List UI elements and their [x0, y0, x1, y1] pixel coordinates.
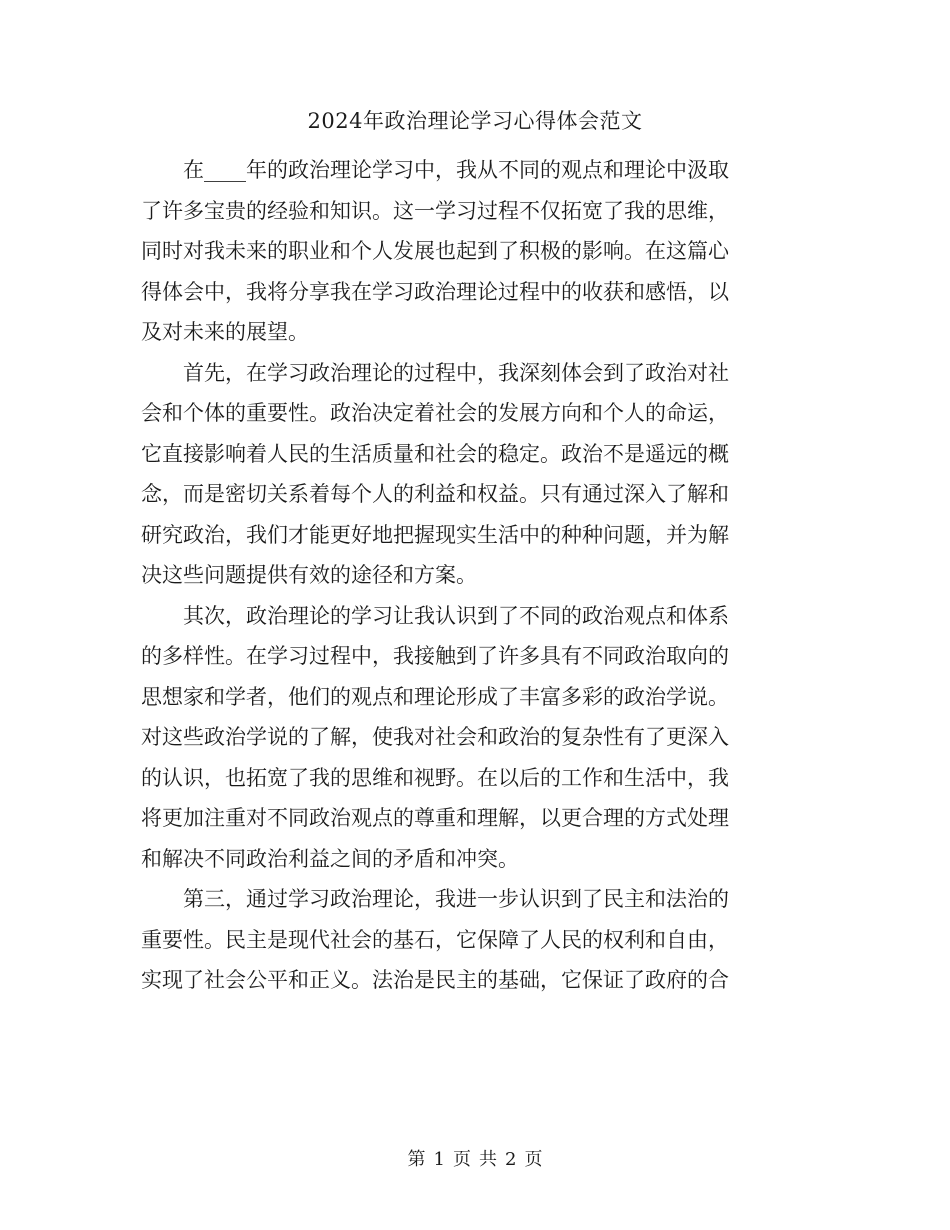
- footer-page-unit: 页: [453, 1149, 471, 1170]
- footer-page-label: 第: [407, 1149, 426, 1170]
- footer-current-page: 1: [433, 1149, 445, 1170]
- page-footer: [0, 1147, 950, 1173]
- text-line: 的认识，也拓宽了我的思维和视野。在以后的工作和生活中，我: [141, 765, 729, 790]
- text-line: 它直接影响着人民的生活质量和社会的稳定。政治不是遥远的概: [141, 441, 729, 466]
- text-line: 重要性。民主是现代社会的基石，它保障了人民的权利和自由，: [141, 927, 729, 952]
- text-line: 同时对我未来的职业和个人发展也起到了积极的影响。在这篇心: [141, 239, 729, 263]
- text-line: 实现了社会公平和正义。法治是民主的基础，它保证了政府的合: [141, 968, 729, 992]
- footer-total-label: 共: [479, 1149, 497, 1170]
- text-line: 其次，政治理论的学习让我认识到了不同的政治观点和体系: [141, 603, 729, 628]
- text-line: 会和个体的重要性。政治决定着社会的发展方向和个人的命运，: [141, 401, 729, 425]
- text-line: 及对未来的展望。: [141, 320, 309, 344]
- text-line: 念，而是密切关系着每个人的利益和权益。只有通过深入了解和: [141, 482, 729, 506]
- paragraph-4: [141, 879, 791, 1001]
- text-line: 得体会中，我将分享我在学习政治理论过程中的收获和感悟，以: [141, 279, 729, 304]
- text-line: 第三，通过学习政治理论，我进一步认识到了民主和法治的: [141, 887, 729, 911]
- text-line: 对这些政治学说的了解，使我对社会和政治的复杂性有了更深入: [141, 725, 729, 749]
- paragraph-3: [141, 596, 791, 880]
- text-line: 首先，在学习政治理论的过程中，我深刻体会到了政治对社: [141, 360, 729, 385]
- text-line: 的多样性。在学习过程中，我接触到了许多具有不同政治取向的: [141, 644, 729, 668]
- text-line: 思想家和学者，他们的观点和理论形成了丰富多彩的政治学说。: [141, 684, 729, 709]
- text-line: 研究政治，我们才能更好地把握现实生活中的种种问题，并为解: [141, 522, 729, 547]
- text-line: 了许多宝贵的经验和知识。这一学习过程不仅拓宽了我的思维，: [141, 198, 729, 223]
- paragraph-1: [141, 150, 791, 353]
- text-line: 和解决不同政治利益之间的矛盾和冲突。: [141, 846, 519, 871]
- footer-total-unit: 页: [524, 1149, 543, 1170]
- text-line: 在____年的政治理论学习中，我从不同的观点和理论中汲取: [141, 158, 729, 182]
- text-line: 决这些问题提供有效的途径和方案。: [141, 563, 477, 587]
- document-title: 2024年政治理论学习心得体会范文: [307, 109, 643, 133]
- footer-total-pages: 2: [505, 1149, 517, 1170]
- document-body: [141, 150, 791, 1001]
- text-line: 将更加注重对不同政治观点的尊重和理解，以更合理的方式处理: [141, 806, 729, 830]
- paragraph-2: [141, 353, 791, 596]
